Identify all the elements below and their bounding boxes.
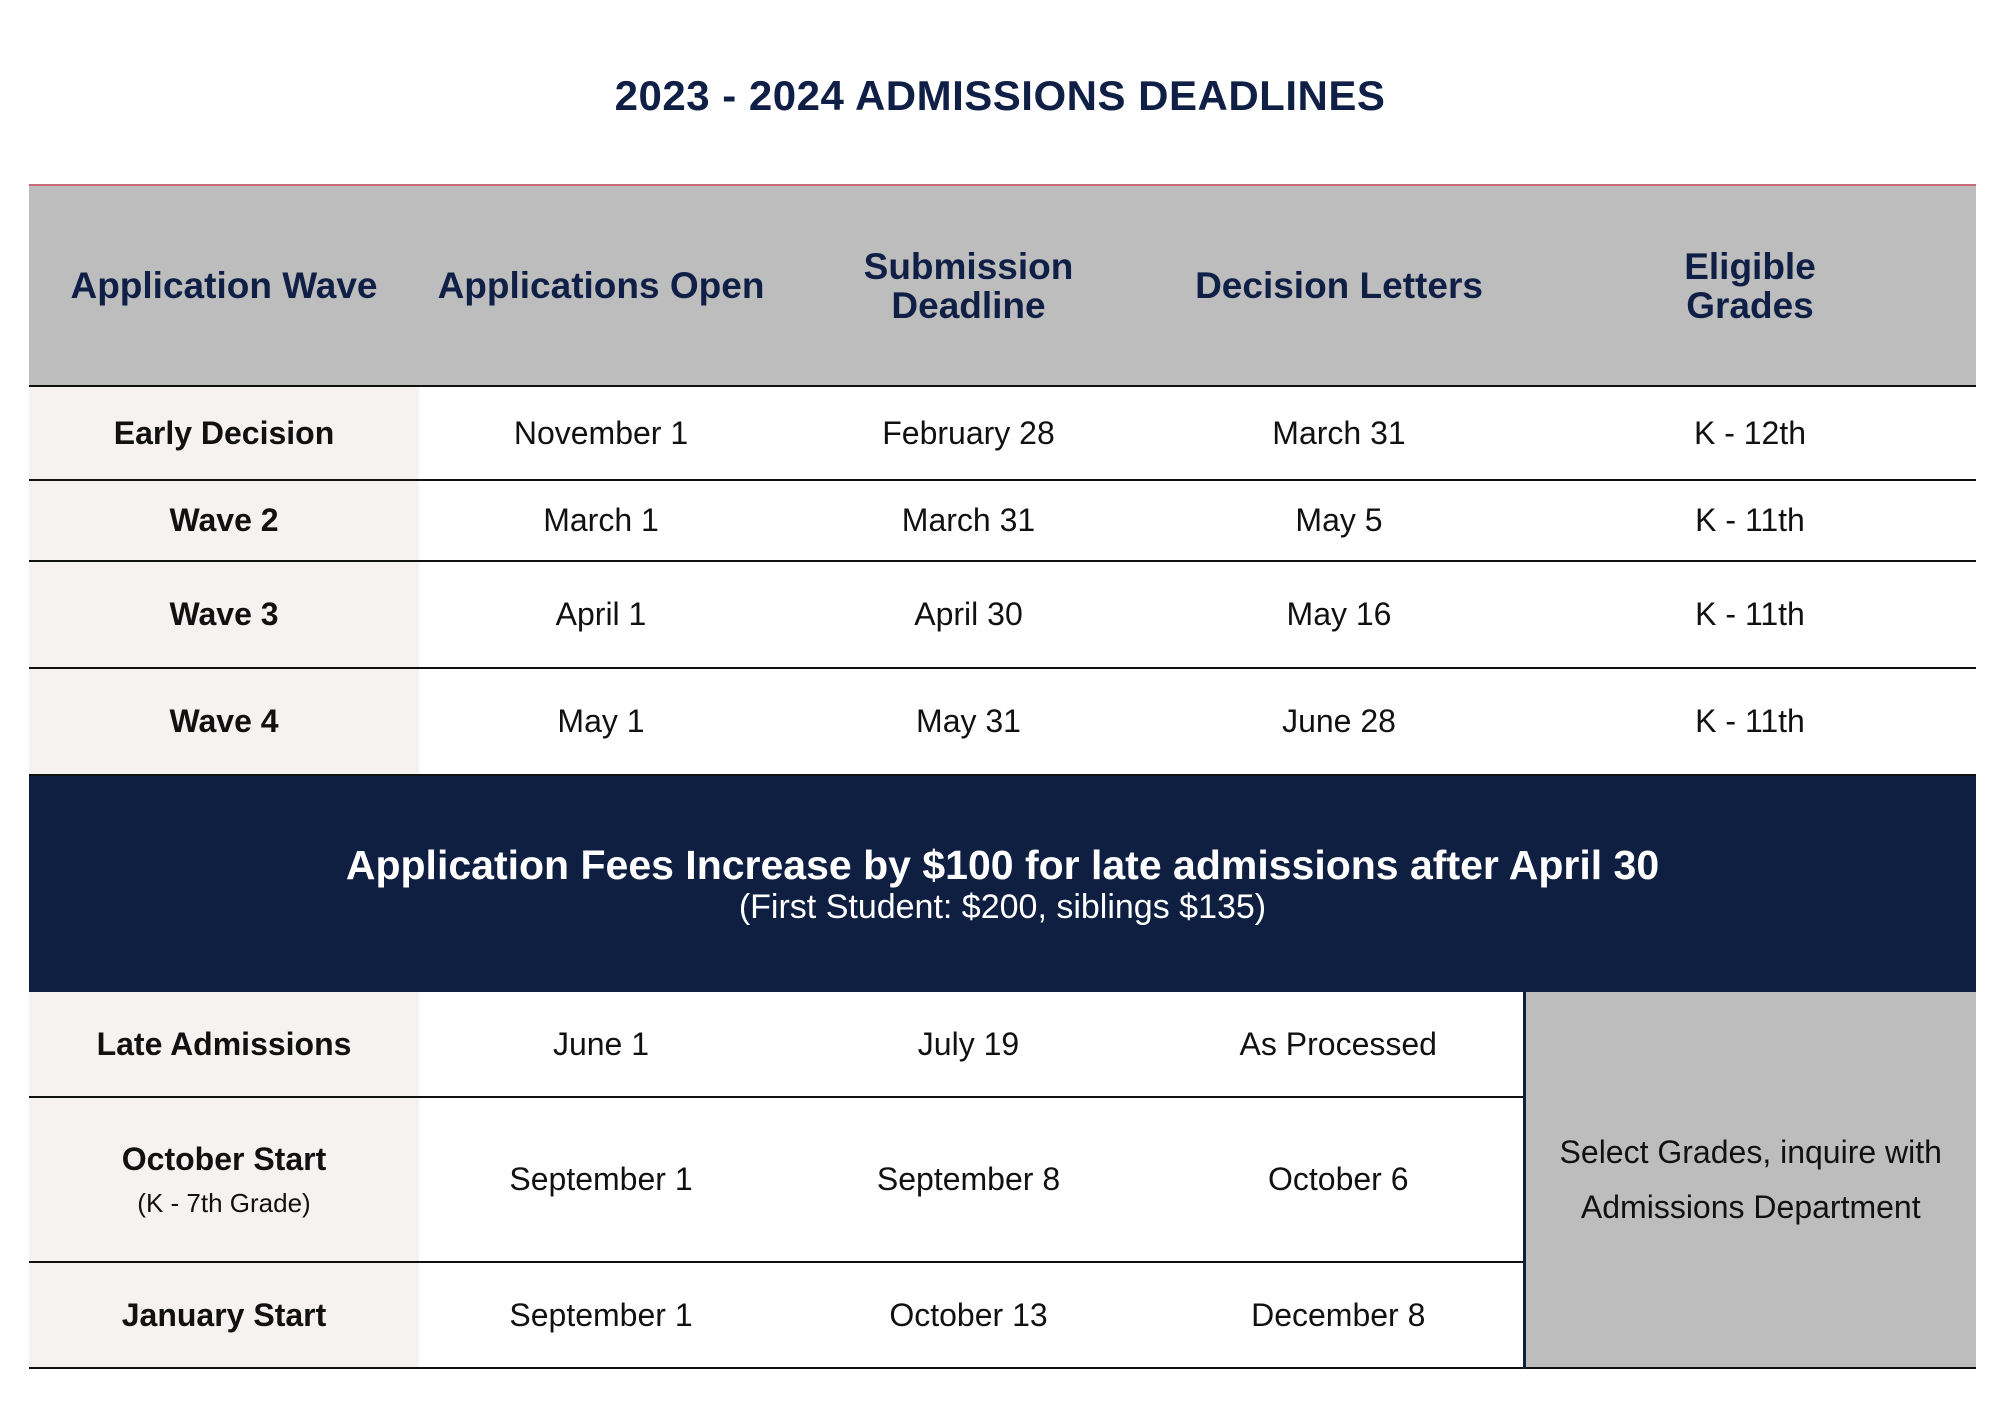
wave-name: Wave 3: [29, 561, 419, 668]
deadline-date: March 31: [783, 480, 1154, 561]
wave-note: (K - 7th Grade): [137, 1187, 311, 1218]
open-date: May 1: [419, 668, 783, 775]
deadline-date: September 8: [783, 1097, 1154, 1262]
deadline-date: April 30: [783, 561, 1154, 668]
decision-date: May 16: [1154, 561, 1524, 668]
decision-date: May 5: [1154, 480, 1524, 561]
open-date: November 1: [419, 386, 783, 480]
deadlines-table: [29, 184, 1976, 1369]
wave-name: January Start: [29, 1262, 419, 1368]
table-row: [29, 561, 1976, 668]
wave-name: October Start: [121, 1140, 327, 1177]
decision-date: March 31: [1154, 386, 1524, 480]
table-header-row: [29, 185, 1976, 386]
eligible-grades: K - 12th: [1524, 386, 1976, 480]
late-eligible-grades: Select Grades, inquire with Admissions Department: [1524, 992, 1976, 1368]
wave-name: Late Admissions: [29, 992, 419, 1097]
open-date: April 1: [419, 561, 783, 668]
fee-banner: [29, 775, 1976, 992]
header-eligible-grades: Eligible Grades: [1524, 185, 1976, 386]
table-row: [29, 480, 1976, 561]
header-application-wave: Application Wave: [29, 185, 419, 386]
deadline-date: October 13: [783, 1262, 1154, 1368]
fee-banner-cell: [29, 775, 1976, 992]
open-date: June 1: [419, 992, 783, 1097]
table-row: [29, 992, 1976, 1097]
table-row: [29, 386, 1976, 480]
open-date: March 1: [419, 480, 783, 561]
fee-banner-detail: (First Student: $200, siblings $135): [738, 888, 1267, 926]
table-row: [29, 668, 1976, 775]
eligible-grades: K - 11th: [1524, 561, 1976, 668]
header-applications-open: Applications Open: [419, 185, 783, 386]
fee-banner-headline: Application Fees Increase by $100 for late admissions after April 30: [345, 842, 1660, 888]
header-decision-letters: Decision Letters: [1154, 185, 1524, 386]
page-title: 2023 - 2024 ADMISSIONS DEADLINES: [614, 72, 1386, 119]
wave-name-cell: [29, 1097, 419, 1262]
wave-name: Wave 2: [29, 480, 419, 561]
decision-date: As Processed: [1154, 992, 1524, 1097]
eligible-grades: K - 11th: [1524, 480, 1976, 561]
decision-date: October 6: [1154, 1097, 1524, 1262]
open-date: September 1: [419, 1262, 783, 1368]
open-date: September 1: [419, 1097, 783, 1262]
decision-date: December 8: [1154, 1262, 1524, 1368]
header-submission-deadline: Submission Deadline: [783, 185, 1154, 386]
wave-name: Wave 4: [29, 668, 419, 775]
decision-date: June 28: [1154, 668, 1524, 775]
deadline-date: May 31: [783, 668, 1154, 775]
deadline-date: February 28: [783, 386, 1154, 480]
eligible-grades: K - 11th: [1524, 668, 1976, 775]
deadline-date: July 19: [783, 992, 1154, 1097]
wave-name: Early Decision: [29, 386, 419, 480]
